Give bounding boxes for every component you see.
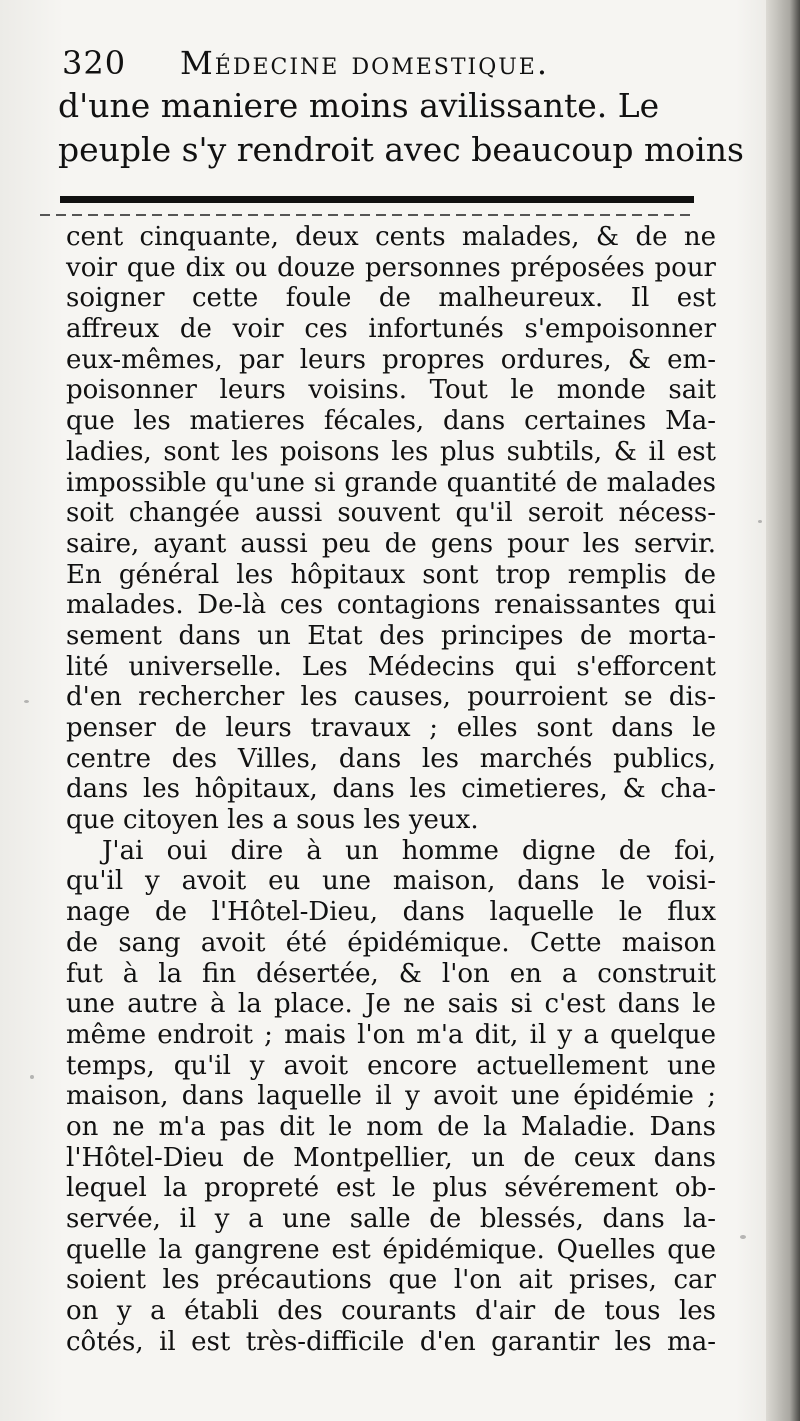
text-line: d'en rechercher les causes, pourroient se dis- — [66, 682, 716, 713]
text-line: poisonner leurs voisins. Tout le monde sait — [66, 375, 716, 406]
text-line: une autre à la place. Je ne sais si c'est dans le — [66, 989, 716, 1020]
text-line: soigner cette foule de malheureux. Il est — [66, 283, 716, 314]
text-line: eux-mêmes, par leurs propres ordures, & em- — [66, 344, 716, 375]
text-line: que les matieres fécales, dans certaines Ma- — [66, 406, 716, 437]
text-line: voir que dix ou douze personnes préposées pour — [66, 252, 716, 283]
running-title: Médecine domestique. — [180, 44, 550, 82]
text-line: lequel la propreté est le plus sévérement ob- — [66, 1173, 716, 1204]
paper-speck — [24, 700, 29, 703]
text-line: temps, qu'il y avoit encore actuellement une — [66, 1050, 716, 1081]
text-line: centre des Villes, dans les marchés publics, — [66, 743, 716, 774]
running-head — [62, 38, 742, 84]
body-text — [66, 222, 716, 1357]
text-line: saire, ayant aussi peu de gens pour les servir. — [66, 528, 716, 559]
text-line: malades. De-là ces contagions renaissantes qui — [66, 590, 716, 621]
text-line: penser de leurs travaux ; elles sont dans le — [66, 713, 716, 743]
section-rule — [60, 196, 694, 203]
text-line: dans les hôpitaux, dans les cimetieres, & cha- — [66, 774, 716, 805]
text-line: côtés, il est très-difficile d'en garantir les ma- — [66, 1326, 716, 1357]
text-line: maison, dans laquelle il y avoit une épidémie ; — [66, 1081, 716, 1112]
text-line: on y a établi des courants d'air de tous les — [66, 1296, 716, 1327]
text-line: on ne m'a pas dit le nom de la Maladie. Dans — [66, 1111, 716, 1142]
text-line: En général les hôpitaux sont trop remplis de — [66, 559, 716, 590]
text-line: cent cinquante, deux cents malades, & de ne — [66, 222, 716, 252]
carryover-line-1: d'une maniere moins avilissante. Le — [58, 86, 660, 125]
text-line: soit changée aussi souvent qu'il seroit nécess- — [66, 498, 716, 529]
paper-speck — [30, 1075, 34, 1079]
page-gutter-shadow — [766, 0, 800, 1421]
text-line: l'Hôtel-Dieu de Montpellier, un de ceux dans — [66, 1142, 716, 1173]
dotted-rule — [40, 214, 692, 216]
text-line: affreux de voir ces infortunés s'empoisonner — [66, 314, 716, 345]
paper-speck — [758, 520, 762, 523]
text-line: impossible qu'une si grande quantité de malades — [66, 467, 716, 498]
text-line: nage de l'Hôtel-Dieu, dans laquelle le flux — [66, 897, 716, 928]
carryover-line-2: peuple s'y rendroit avec beaucoup moins — [58, 130, 744, 169]
text-line: de sang avoit été épidémique. Cette maison — [66, 927, 716, 958]
text-line: quelle la gangrene est épidémique. Quelles que — [66, 1234, 716, 1265]
text-line: soient les précautions que l'on ait prises, car — [66, 1265, 716, 1296]
text-line: qu'il y avoit eu une maison, dans le voisi- — [66, 866, 716, 897]
text-line: même endroit ; mais l'on m'a dit, il y a quelque — [66, 1019, 716, 1050]
text-line: sement dans un Etat des principes de morta- — [66, 620, 716, 651]
text-line: lité universelle. Les Médecins qui s'efforcent — [66, 651, 716, 682]
paper-speck — [740, 1235, 746, 1239]
text-line: fut à la fin désertée, & l'on en a construit — [66, 958, 716, 989]
paragraph-end-line: que citoyen les a sous les yeux. — [66, 805, 479, 836]
text-line: ladies, sont les poisons les plus subtils, & il est — [66, 436, 716, 467]
page-number: 320 — [62, 44, 127, 82]
paragraph-start-line: J'ai oui dire à un homme digne de foi, — [102, 835, 716, 866]
text-line: servée, il y a une salle de blessés, dans la- — [66, 1204, 716, 1234]
